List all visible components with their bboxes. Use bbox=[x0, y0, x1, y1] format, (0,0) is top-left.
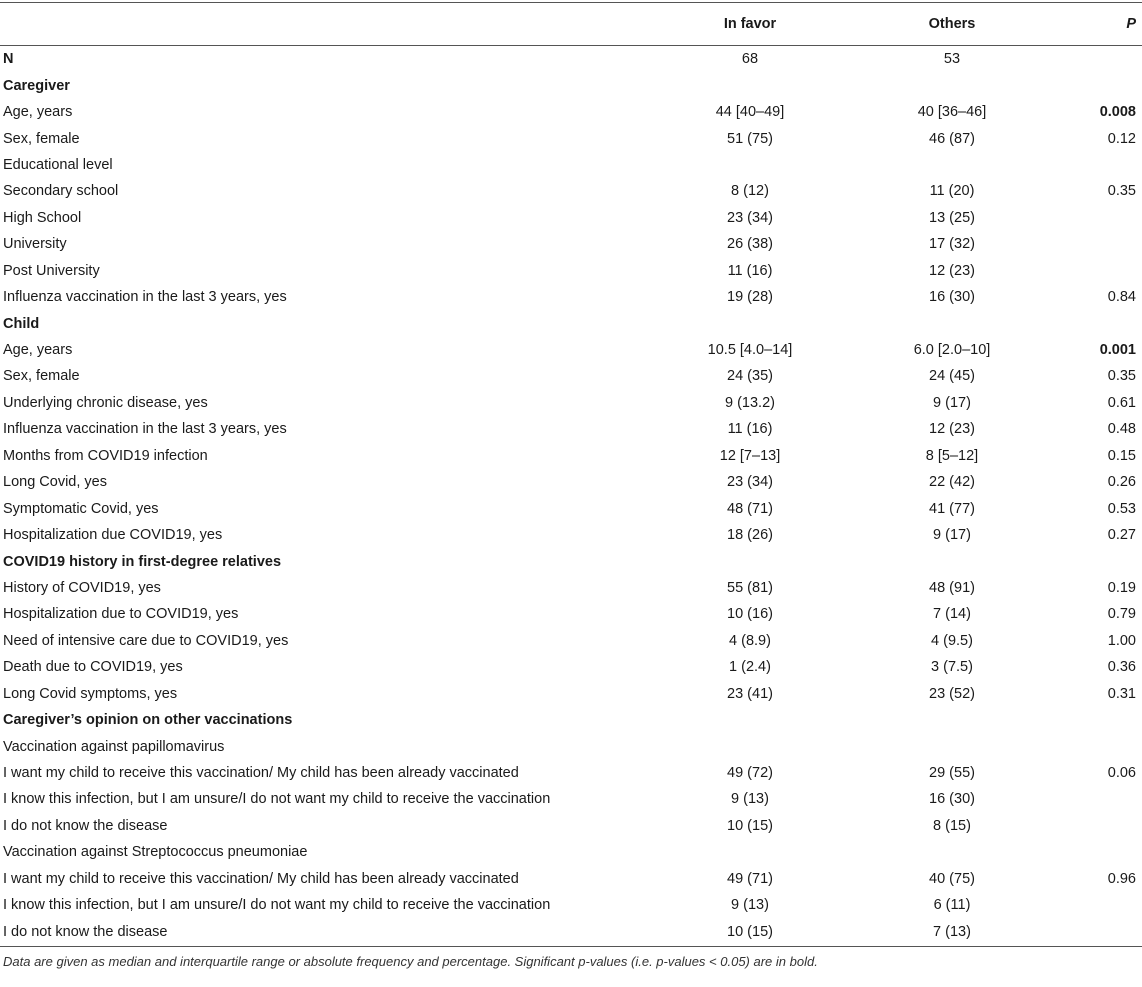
table-row bbox=[0, 866, 1142, 892]
p-value bbox=[1054, 707, 1142, 733]
in-favor-value: 49 (72) bbox=[727, 765, 773, 782]
table-row bbox=[0, 892, 1142, 918]
p-value: 0.19 bbox=[1107, 579, 1136, 596]
in-favor-value: 11 (16) bbox=[727, 262, 773, 279]
others-value: 12 (23) bbox=[929, 262, 975, 279]
row-label: Age, years bbox=[3, 104, 73, 121]
row-label: Long Covid symptoms, yes bbox=[3, 685, 178, 702]
table-row bbox=[0, 786, 1142, 812]
others-value: 48 (91) bbox=[929, 579, 975, 596]
in-favor-value: 18 (26) bbox=[727, 527, 773, 544]
table-row bbox=[0, 575, 1142, 601]
row-label: Death due to COVID19, yes bbox=[3, 659, 183, 676]
others-value: 13 (25) bbox=[929, 209, 975, 226]
others-value bbox=[850, 548, 1054, 574]
others-value: 4 (9.5) bbox=[931, 632, 973, 649]
in-favor-value: 10 (15) bbox=[650, 918, 850, 947]
p-value bbox=[1054, 892, 1142, 918]
p-value: 0.15 bbox=[1107, 447, 1136, 464]
row-label: Post University bbox=[3, 262, 100, 279]
row-label: Long Covid, yes bbox=[3, 474, 107, 491]
p-value: 0.48 bbox=[1107, 421, 1136, 438]
table-row bbox=[0, 839, 1142, 865]
others-value bbox=[850, 707, 1054, 733]
p-value: 0.96 bbox=[1107, 870, 1136, 887]
p-value bbox=[1054, 72, 1142, 98]
table-row bbox=[0, 469, 1142, 495]
table-row bbox=[0, 443, 1142, 469]
row-label: I do not know the disease bbox=[3, 817, 168, 834]
p-value: 1.00 bbox=[1107, 632, 1136, 649]
p-value bbox=[1054, 46, 1142, 73]
in-favor-value: 49 (71) bbox=[727, 870, 773, 887]
table-row bbox=[0, 152, 1142, 178]
table-header bbox=[0, 3, 1142, 46]
others-value: 40 [36–46] bbox=[917, 104, 987, 121]
in-favor-value: 19 (28) bbox=[727, 289, 773, 306]
row-label: I know this infection, but I am unsure/I do not want my child to receive the vaccination bbox=[3, 897, 551, 914]
others-value: 40 (75) bbox=[929, 870, 975, 887]
others-value: 22 (42) bbox=[929, 474, 975, 491]
in-favor-value bbox=[650, 548, 850, 574]
p-value: 0.61 bbox=[1107, 394, 1136, 411]
table-footnote: Data are given as median and interquartile range or absolute frequency and percentage. Significant p-values (i.e. p-values < 0.05) are in bold. bbox=[3, 954, 818, 969]
table-row bbox=[0, 918, 1142, 947]
p-value bbox=[1054, 205, 1142, 231]
p-value bbox=[1054, 152, 1142, 178]
p-value: 0.27 bbox=[1107, 527, 1136, 544]
p-value bbox=[1054, 310, 1142, 336]
p-value: 0.06 bbox=[1107, 765, 1136, 782]
p-value bbox=[1054, 231, 1142, 257]
table-body bbox=[0, 46, 1142, 947]
p-value: 0.26 bbox=[1107, 474, 1136, 491]
in-favor-value bbox=[650, 733, 850, 759]
table-row bbox=[0, 681, 1142, 707]
in-favor-value: 9 (13) bbox=[731, 897, 769, 914]
row-label: Secondary school bbox=[3, 183, 119, 200]
others-value: 6 (11) bbox=[933, 897, 971, 914]
others-value: 29 (55) bbox=[929, 765, 975, 782]
in-favor-value: 55 (81) bbox=[727, 579, 773, 596]
row-label: Hospitalization due to COVID19, yes bbox=[3, 606, 239, 623]
section-row bbox=[0, 310, 1142, 336]
row-label: I know this infection, but I am unsure/I do not want my child to receive the vaccination bbox=[3, 791, 551, 808]
section-row bbox=[0, 548, 1142, 574]
table-row bbox=[0, 390, 1142, 416]
row-label: Caregiver’s opinion on other vaccinations bbox=[3, 712, 293, 729]
in-favor-value: 48 (71) bbox=[727, 500, 773, 517]
others-value: 8 (15) bbox=[933, 817, 971, 834]
header-others: Others bbox=[850, 3, 1054, 46]
others-value: 7 (13) bbox=[850, 918, 1054, 947]
others-value: 41 (77) bbox=[929, 500, 975, 517]
p-value bbox=[1054, 258, 1142, 284]
in-favor-value: 23 (41) bbox=[727, 685, 773, 702]
table-row bbox=[0, 231, 1142, 257]
p-value: 0.31 bbox=[1107, 685, 1136, 702]
others-value: 53 bbox=[943, 51, 961, 68]
p-value bbox=[1054, 839, 1142, 865]
others-value bbox=[850, 310, 1054, 336]
table-row bbox=[0, 601, 1142, 627]
in-favor-value: 26 (38) bbox=[727, 236, 773, 253]
table-row bbox=[0, 654, 1142, 680]
section-row bbox=[0, 72, 1142, 98]
others-value bbox=[850, 152, 1054, 178]
in-favor-value: 4 (8.9) bbox=[729, 632, 771, 649]
header-row bbox=[0, 3, 1142, 46]
p-value bbox=[1054, 786, 1142, 812]
others-value: 23 (52) bbox=[929, 685, 975, 702]
in-favor-value: 9 (13) bbox=[731, 791, 769, 808]
p-value: 0.001 bbox=[1099, 342, 1136, 359]
in-favor-value bbox=[650, 152, 850, 178]
row-label: Influenza vaccination in the last 3 years, yes bbox=[3, 421, 287, 438]
others-value bbox=[850, 72, 1054, 98]
p-value: 0.008 bbox=[1099, 104, 1136, 121]
row-label: Underlying chronic disease, yes bbox=[3, 394, 208, 411]
in-favor-value: 8 (12) bbox=[731, 183, 769, 200]
row-label: Need of intensive care due to COVID19, yes bbox=[3, 632, 289, 649]
row-label: Educational level bbox=[3, 156, 113, 173]
p-value: 0.12 bbox=[1107, 130, 1136, 147]
others-value bbox=[850, 733, 1054, 759]
row-label: University bbox=[3, 236, 67, 253]
row-label: Sex, female bbox=[3, 130, 80, 147]
in-favor-value: 10.5 [4.0–14] bbox=[707, 342, 793, 359]
in-favor-value bbox=[650, 72, 850, 98]
table-row bbox=[0, 495, 1142, 521]
p-value bbox=[1054, 918, 1142, 947]
p-value: 0.35 bbox=[1107, 183, 1136, 200]
others-value: 6.0 [2.0–10] bbox=[913, 342, 991, 359]
table-row bbox=[0, 258, 1142, 284]
table-row bbox=[0, 760, 1142, 786]
p-value bbox=[1054, 733, 1142, 759]
row-label: I want my child to receive this vaccination/ My child has been already vaccinated bbox=[3, 765, 519, 782]
row-label: Sex, female bbox=[3, 368, 80, 385]
others-value: 17 (32) bbox=[929, 236, 975, 253]
others-value: 8 [5–12] bbox=[925, 447, 979, 464]
others-value: 24 (45) bbox=[929, 368, 975, 385]
row-label: Caregiver bbox=[3, 77, 70, 94]
p-value: 0.53 bbox=[1107, 500, 1136, 517]
others-value: 7 (14) bbox=[933, 606, 971, 623]
in-favor-value: 9 (13.2) bbox=[725, 394, 775, 411]
in-favor-value bbox=[650, 839, 850, 865]
others-value: 46 (87) bbox=[929, 130, 975, 147]
others-value: 16 (30) bbox=[929, 289, 975, 306]
section-row bbox=[0, 707, 1142, 733]
in-favor-value: 10 (15) bbox=[727, 817, 773, 834]
row-label: Hospitalization due COVID19, yes bbox=[3, 527, 223, 544]
table-row bbox=[0, 125, 1142, 151]
row-label: N bbox=[3, 51, 14, 68]
p-value: 0.36 bbox=[1107, 659, 1136, 676]
in-favor-value bbox=[650, 310, 850, 336]
row-label: COVID19 history in first-degree relatives bbox=[3, 553, 282, 570]
in-favor-value: 23 (34) bbox=[727, 474, 773, 491]
table-row bbox=[0, 416, 1142, 442]
table-row bbox=[0, 813, 1142, 839]
p-value bbox=[1054, 548, 1142, 574]
others-value: 9 (17) bbox=[933, 394, 971, 411]
others-value: 9 (17) bbox=[933, 527, 971, 544]
in-favor-value bbox=[650, 707, 850, 733]
header-p-value: P bbox=[1054, 3, 1142, 46]
p-value: 0.35 bbox=[1107, 368, 1136, 385]
table-row bbox=[0, 284, 1142, 310]
row-label: Age, years bbox=[3, 342, 73, 359]
table-row bbox=[0, 337, 1142, 363]
in-favor-value: 11 (16) bbox=[727, 421, 773, 438]
row-label: Influenza vaccination in the last 3 years, yes bbox=[3, 289, 287, 306]
table-row bbox=[0, 363, 1142, 389]
others-value: 12 (23) bbox=[929, 421, 975, 438]
row-label: I do not know the disease bbox=[0, 918, 650, 947]
in-favor-value: 51 (75) bbox=[727, 130, 773, 147]
section-row bbox=[0, 46, 1142, 73]
row-label: High School bbox=[3, 209, 82, 226]
p-value: 0.79 bbox=[1107, 606, 1136, 623]
row-label: Symptomatic Covid, yes bbox=[3, 500, 159, 517]
table-row bbox=[0, 205, 1142, 231]
in-favor-value: 44 [40–49] bbox=[715, 104, 785, 121]
others-value: 3 (7.5) bbox=[931, 659, 973, 676]
in-favor-value: 10 (16) bbox=[727, 606, 773, 623]
table-row bbox=[0, 522, 1142, 548]
in-favor-value: 24 (35) bbox=[727, 368, 773, 385]
row-label: Months from COVID19 infection bbox=[3, 447, 208, 464]
in-favor-value: 68 bbox=[741, 51, 759, 68]
others-value bbox=[850, 839, 1054, 865]
others-value: 11 (20) bbox=[929, 183, 975, 200]
header-label-col bbox=[0, 3, 650, 46]
in-favor-value: 23 (34) bbox=[727, 209, 773, 226]
in-favor-value: 1 (2.4) bbox=[729, 659, 771, 676]
data-table bbox=[0, 2, 1142, 947]
row-label: History of COVID19, yes bbox=[3, 579, 161, 596]
table-row bbox=[0, 628, 1142, 654]
in-favor-value: 12 [7–13] bbox=[719, 447, 781, 464]
table-row bbox=[0, 178, 1142, 204]
row-label: Child bbox=[3, 315, 40, 332]
row-label: I want my child to receive this vaccination/ My child has been already vaccinated bbox=[3, 870, 519, 887]
row-label: Vaccination against papillomavirus bbox=[3, 738, 225, 755]
others-value: 16 (30) bbox=[929, 791, 975, 808]
table-row bbox=[0, 733, 1142, 759]
p-value bbox=[1054, 813, 1142, 839]
header-in-favor: In favor bbox=[650, 3, 850, 46]
table-row bbox=[0, 99, 1142, 125]
row-label: Vaccination against Streptococcus pneumoniae bbox=[3, 844, 308, 861]
p-value: 0.84 bbox=[1107, 289, 1136, 306]
